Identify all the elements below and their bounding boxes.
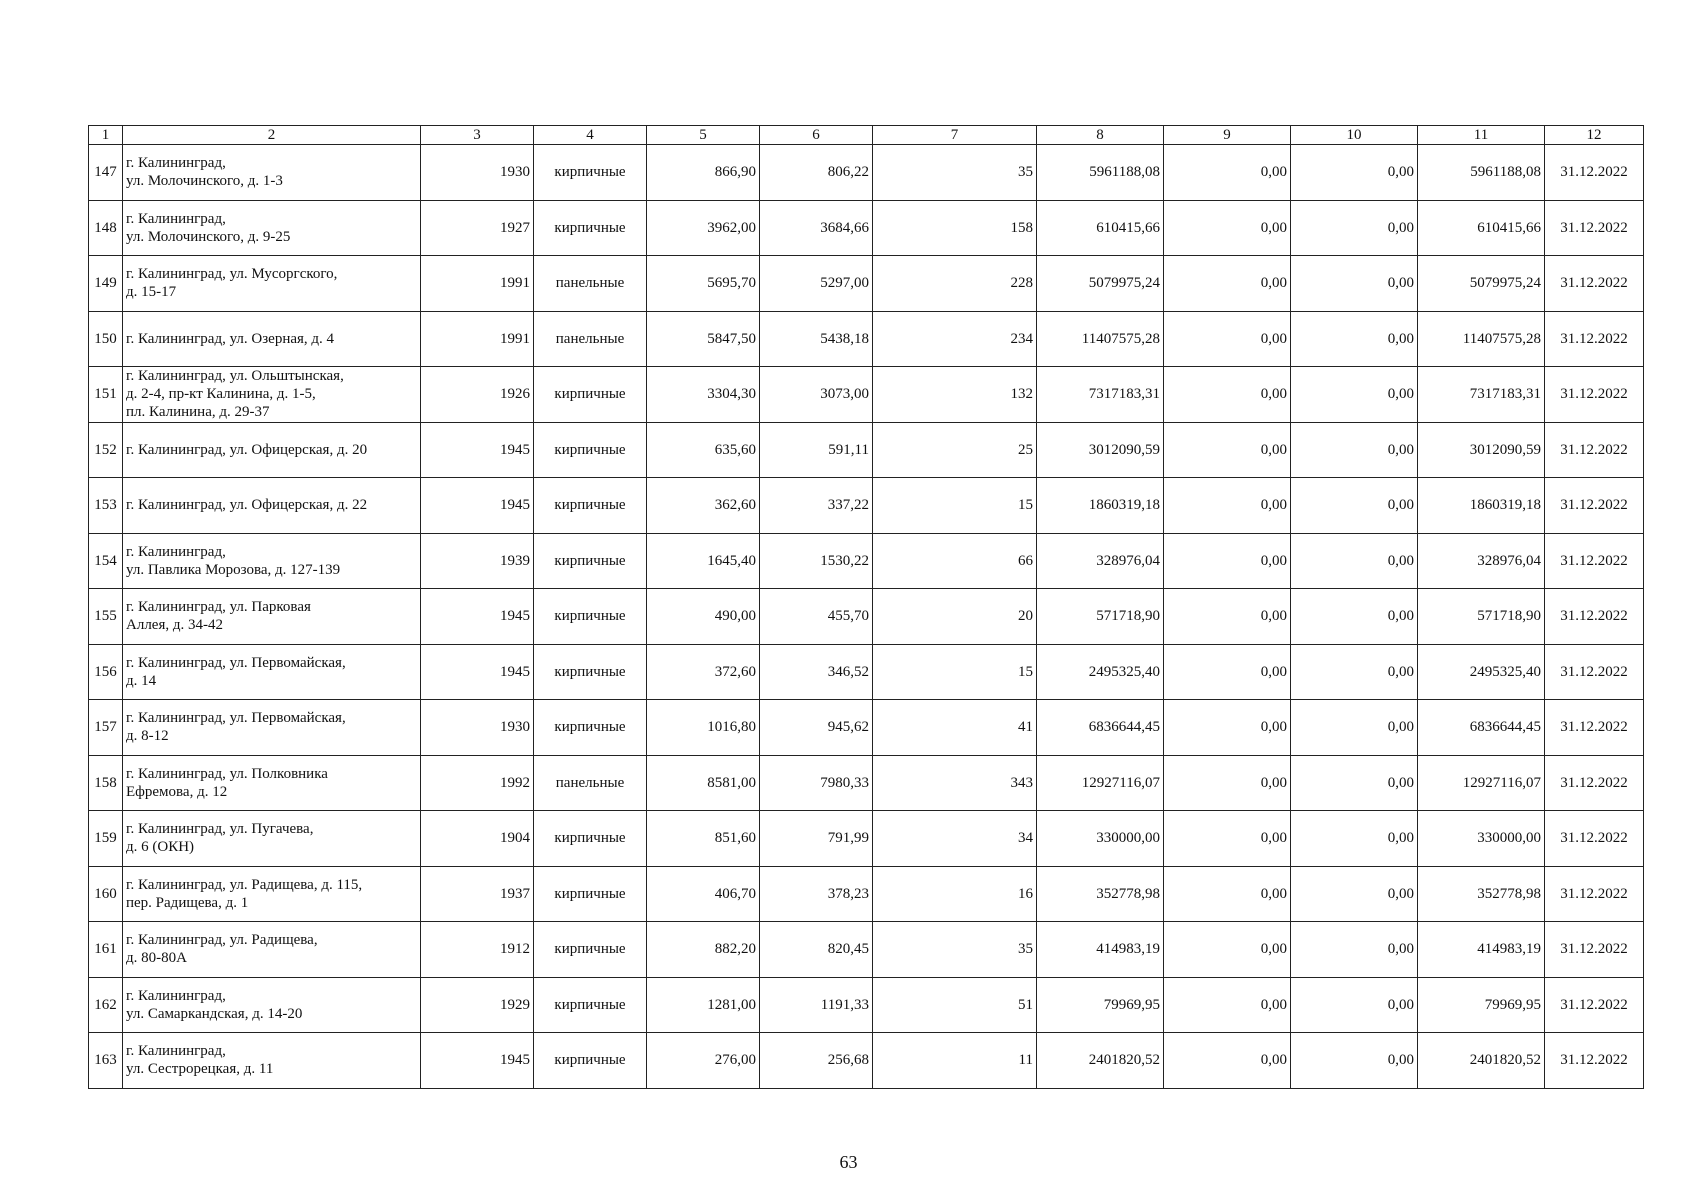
value-cell-8: 7317183,31 (1037, 367, 1164, 423)
address-cell (123, 755, 421, 811)
column-header: 12 (1545, 126, 1644, 145)
address-line: ул. Самаркандская, д. 14-20 (126, 1005, 303, 1022)
year-cell: 1930 (421, 700, 534, 756)
address-line: д. 15-17 (126, 284, 177, 301)
year-cell: 1939 (421, 533, 534, 589)
value-cell-5: 406,70 (647, 866, 760, 922)
value-cell-8: 11407575,28 (1037, 311, 1164, 367)
value-cell-10: 0,00 (1291, 311, 1418, 367)
table-row (89, 922, 1644, 978)
date-cell: 31.12.2022 (1545, 200, 1644, 256)
row-number-cell: 157 (89, 700, 123, 756)
value-cell-11: 5079975,24 (1418, 256, 1545, 312)
column-header: 3 (421, 126, 534, 145)
address-line: д. 80-80А (126, 950, 187, 967)
wall-material-cell: панельные (534, 256, 647, 312)
table-row (89, 1033, 1644, 1089)
column-header: 8 (1037, 126, 1164, 145)
row-number-cell: 152 (89, 422, 123, 478)
wall-material-cell: кирпичные (534, 700, 647, 756)
address-line: г. Калининград, (126, 987, 226, 1004)
year-cell: 1927 (421, 200, 534, 256)
row-number-cell: 150 (89, 311, 123, 367)
value-cell-7: 15 (873, 644, 1037, 700)
value-cell-9: 0,00 (1164, 755, 1291, 811)
year-cell: 1945 (421, 422, 534, 478)
value-cell-7: 228 (873, 256, 1037, 312)
address-cell (123, 1033, 421, 1089)
value-cell-11: 352778,98 (1418, 866, 1545, 922)
value-cell-9: 0,00 (1164, 478, 1291, 534)
date-cell: 31.12.2022 (1545, 755, 1644, 811)
date-cell: 31.12.2022 (1545, 422, 1644, 478)
value-cell-10: 0,00 (1291, 977, 1418, 1033)
value-cell-10: 0,00 (1291, 533, 1418, 589)
address-line: г. Калининград, (126, 1043, 226, 1060)
value-cell-7: 41 (873, 700, 1037, 756)
address-line: г. Калининград, ул. Пугачева, (126, 821, 314, 838)
year-cell: 1945 (421, 1033, 534, 1089)
address-line: д. 6 (ОКН) (126, 839, 195, 856)
year-cell: 1945 (421, 644, 534, 700)
value-cell-10: 0,00 (1291, 811, 1418, 867)
wall-material-cell: кирпичные (534, 589, 647, 645)
value-cell-8: 5961188,08 (1037, 145, 1164, 201)
value-cell-6: 337,22 (760, 478, 873, 534)
value-cell-5: 1281,00 (647, 977, 760, 1033)
value-cell-10: 0,00 (1291, 478, 1418, 534)
value-cell-9: 0,00 (1164, 644, 1291, 700)
address-cell (123, 977, 421, 1033)
value-cell-11: 11407575,28 (1418, 311, 1545, 367)
address-line: ул. Сестрорецкая, д. 11 (126, 1061, 274, 1078)
value-cell-6: 820,45 (760, 922, 873, 978)
wall-material-cell: кирпичные (534, 145, 647, 201)
wall-material-cell: кирпичные (534, 478, 647, 534)
value-cell-5: 635,60 (647, 422, 760, 478)
value-cell-5: 8581,00 (647, 755, 760, 811)
table-row (89, 755, 1644, 811)
value-cell-9: 0,00 (1164, 811, 1291, 867)
table-row (89, 700, 1644, 756)
table-row (89, 866, 1644, 922)
value-cell-7: 35 (873, 922, 1037, 978)
table-body (89, 145, 1644, 1089)
table-row (89, 977, 1644, 1033)
wall-material-cell: панельные (534, 311, 647, 367)
date-cell: 31.12.2022 (1545, 977, 1644, 1033)
row-number-cell: 158 (89, 755, 123, 811)
row-number-cell: 156 (89, 644, 123, 700)
value-cell-9: 0,00 (1164, 589, 1291, 645)
table-row (89, 811, 1644, 867)
date-cell: 31.12.2022 (1545, 367, 1644, 423)
address-cell (123, 422, 421, 478)
address-cell (123, 256, 421, 312)
address-line: пер. Радищева, д. 1 (126, 894, 249, 911)
value-cell-10: 0,00 (1291, 644, 1418, 700)
value-cell-10: 0,00 (1291, 145, 1418, 201)
value-cell-7: 34 (873, 811, 1037, 867)
row-number-cell: 147 (89, 145, 123, 201)
value-cell-11: 328976,04 (1418, 533, 1545, 589)
date-cell: 31.12.2022 (1545, 1033, 1644, 1089)
value-cell-7: 158 (873, 200, 1037, 256)
table-row (89, 644, 1644, 700)
wall-material-cell: кирпичные (534, 367, 647, 423)
value-cell-6: 455,70 (760, 589, 873, 645)
wall-material-cell: кирпичные (534, 644, 647, 700)
address-line: г. Калининград, (126, 543, 226, 560)
date-cell: 31.12.2022 (1545, 700, 1644, 756)
value-cell-8: 330000,00 (1037, 811, 1164, 867)
date-cell: 31.12.2022 (1545, 811, 1644, 867)
value-cell-7: 132 (873, 367, 1037, 423)
value-cell-9: 0,00 (1164, 311, 1291, 367)
year-cell: 1926 (421, 367, 534, 423)
value-cell-8: 610415,66 (1037, 200, 1164, 256)
value-cell-5: 362,60 (647, 478, 760, 534)
value-cell-7: 66 (873, 533, 1037, 589)
table-header (89, 126, 1644, 145)
row-number-cell: 160 (89, 866, 123, 922)
row-number-cell: 149 (89, 256, 123, 312)
year-cell: 1930 (421, 145, 534, 201)
value-cell-6: 791,99 (760, 811, 873, 867)
value-cell-10: 0,00 (1291, 200, 1418, 256)
year-cell: 1945 (421, 478, 534, 534)
value-cell-11: 3012090,59 (1418, 422, 1545, 478)
value-cell-8: 352778,98 (1037, 866, 1164, 922)
value-cell-9: 0,00 (1164, 533, 1291, 589)
address-line: ул. Молочинского, д. 1-3 (126, 173, 283, 190)
value-cell-5: 490,00 (647, 589, 760, 645)
row-number-cell: 161 (89, 922, 123, 978)
address-line: д. 14 (126, 672, 157, 689)
value-cell-10: 0,00 (1291, 755, 1418, 811)
table-row (89, 200, 1644, 256)
address-line: г. Калининград, ул. Озерная, д. 4 (126, 330, 335, 347)
value-cell-9: 0,00 (1164, 866, 1291, 922)
value-cell-5: 882,20 (647, 922, 760, 978)
date-cell: 31.12.2022 (1545, 589, 1644, 645)
value-cell-10: 0,00 (1291, 589, 1418, 645)
value-cell-10: 0,00 (1291, 367, 1418, 423)
address-line: Аллея, д. 34-42 (126, 617, 223, 634)
address-line: д. 8-12 (126, 728, 169, 745)
address-line: г. Калининград, ул. Первомайская, (126, 710, 346, 727)
value-cell-6: 3073,00 (760, 367, 873, 423)
year-cell: 1929 (421, 977, 534, 1033)
value-cell-5: 3962,00 (647, 200, 760, 256)
value-cell-10: 0,00 (1291, 422, 1418, 478)
date-cell: 31.12.2022 (1545, 256, 1644, 312)
value-cell-11: 330000,00 (1418, 811, 1545, 867)
value-cell-9: 0,00 (1164, 200, 1291, 256)
value-cell-6: 346,52 (760, 644, 873, 700)
value-cell-9: 0,00 (1164, 256, 1291, 312)
column-header: 9 (1164, 126, 1291, 145)
wall-material-cell: кирпичные (534, 533, 647, 589)
value-cell-11: 2401820,52 (1418, 1033, 1545, 1089)
column-header: 7 (873, 126, 1037, 145)
table-row (89, 478, 1644, 534)
row-number-cell: 155 (89, 589, 123, 645)
value-cell-6: 945,62 (760, 700, 873, 756)
date-cell: 31.12.2022 (1545, 478, 1644, 534)
address-cell (123, 866, 421, 922)
value-cell-7: 11 (873, 1033, 1037, 1089)
year-cell: 1904 (421, 811, 534, 867)
address-cell (123, 145, 421, 201)
value-cell-9: 0,00 (1164, 422, 1291, 478)
value-cell-9: 0,00 (1164, 1033, 1291, 1089)
address-cell (123, 478, 421, 534)
wall-material-cell: кирпичные (534, 977, 647, 1033)
table-row (89, 367, 1644, 423)
value-cell-5: 1645,40 (647, 533, 760, 589)
value-cell-8: 2495325,40 (1037, 644, 1164, 700)
value-cell-6: 3684,66 (760, 200, 873, 256)
value-cell-5: 5847,50 (647, 311, 760, 367)
value-cell-7: 25 (873, 422, 1037, 478)
year-cell: 1912 (421, 922, 534, 978)
value-cell-10: 0,00 (1291, 1033, 1418, 1089)
value-cell-6: 806,22 (760, 145, 873, 201)
value-cell-8: 12927116,07 (1037, 755, 1164, 811)
value-cell-7: 15 (873, 478, 1037, 534)
row-number-cell: 148 (89, 200, 123, 256)
date-cell: 31.12.2022 (1545, 311, 1644, 367)
address-cell (123, 700, 421, 756)
value-cell-8: 3012090,59 (1037, 422, 1164, 478)
value-cell-11: 6836644,45 (1418, 700, 1545, 756)
address-cell (123, 311, 421, 367)
value-cell-11: 1860319,18 (1418, 478, 1545, 534)
value-cell-5: 1016,80 (647, 700, 760, 756)
row-number-cell: 162 (89, 977, 123, 1033)
date-cell: 31.12.2022 (1545, 866, 1644, 922)
value-cell-5: 372,60 (647, 644, 760, 700)
value-cell-6: 5438,18 (760, 311, 873, 367)
value-cell-5: 866,90 (647, 145, 760, 201)
date-cell: 31.12.2022 (1545, 533, 1644, 589)
column-header: 2 (123, 126, 421, 145)
year-cell: 1992 (421, 755, 534, 811)
value-cell-7: 35 (873, 145, 1037, 201)
value-cell-8: 79969,95 (1037, 977, 1164, 1033)
date-cell: 31.12.2022 (1545, 644, 1644, 700)
value-cell-11: 7317183,31 (1418, 367, 1545, 423)
table-row (89, 422, 1644, 478)
wall-material-cell: кирпичные (534, 1033, 647, 1089)
address-line: г. Калининград, ул. Радищева, (126, 932, 318, 949)
value-cell-5: 276,00 (647, 1033, 760, 1089)
address-line: г. Калининград, ул. Радищева, д. 115, (126, 876, 363, 893)
column-header: 5 (647, 126, 760, 145)
value-cell-8: 571718,90 (1037, 589, 1164, 645)
column-header: 4 (534, 126, 647, 145)
value-cell-11: 610415,66 (1418, 200, 1545, 256)
wall-material-cell: кирпичные (534, 866, 647, 922)
address-cell (123, 811, 421, 867)
value-cell-5: 851,60 (647, 811, 760, 867)
value-cell-10: 0,00 (1291, 866, 1418, 922)
year-cell: 1945 (421, 589, 534, 645)
table-row (89, 145, 1644, 201)
column-header: 6 (760, 126, 873, 145)
address-cell (123, 589, 421, 645)
value-cell-11: 571718,90 (1418, 589, 1545, 645)
address-cell (123, 533, 421, 589)
address-line: г. Калининград, ул. Полковника (126, 765, 328, 782)
column-header: 11 (1418, 126, 1545, 145)
value-cell-6: 1530,22 (760, 533, 873, 589)
address-line: г. Калининград, (126, 155, 226, 172)
value-cell-6: 1191,33 (760, 977, 873, 1033)
value-cell-10: 0,00 (1291, 922, 1418, 978)
value-cell-5: 5695,70 (647, 256, 760, 312)
value-cell-7: 20 (873, 589, 1037, 645)
row-number-cell: 154 (89, 533, 123, 589)
value-cell-6: 256,68 (760, 1033, 873, 1089)
address-line: д. 2-4, пр-кт Калинина, д. 1-5, (126, 386, 316, 403)
value-cell-8: 414983,19 (1037, 922, 1164, 978)
housing-table (88, 125, 1644, 1089)
table-row (89, 311, 1644, 367)
address-cell (123, 367, 421, 423)
value-cell-7: 51 (873, 977, 1037, 1033)
value-cell-9: 0,00 (1164, 700, 1291, 756)
value-cell-11: 12927116,07 (1418, 755, 1545, 811)
wall-material-cell: панельные (534, 755, 647, 811)
value-cell-5: 3304,30 (647, 367, 760, 423)
wall-material-cell: кирпичные (534, 922, 647, 978)
value-cell-7: 234 (873, 311, 1037, 367)
value-cell-8: 2401820,52 (1037, 1033, 1164, 1089)
wall-material-cell: кирпичные (534, 422, 647, 478)
year-cell: 1991 (421, 311, 534, 367)
table-row (89, 256, 1644, 312)
address-cell (123, 922, 421, 978)
value-cell-7: 343 (873, 755, 1037, 811)
value-cell-6: 7980,33 (760, 755, 873, 811)
address-line: г. Калининград, ул. Мусоргского, (126, 266, 338, 283)
value-cell-8: 328976,04 (1037, 533, 1164, 589)
address-line: Ефремова, д. 12 (126, 783, 228, 800)
address-line: ул. Павлика Морозова, д. 127-139 (126, 561, 341, 578)
wall-material-cell: кирпичные (534, 200, 647, 256)
value-cell-9: 0,00 (1164, 145, 1291, 201)
wall-material-cell: кирпичные (534, 811, 647, 867)
address-cell (123, 200, 421, 256)
date-cell: 31.12.2022 (1545, 922, 1644, 978)
value-cell-10: 0,00 (1291, 256, 1418, 312)
value-cell-8: 5079975,24 (1037, 256, 1164, 312)
address-line: г. Калининград, ул. Ольштынская, (126, 368, 344, 385)
column-header: 10 (1291, 126, 1418, 145)
date-cell: 31.12.2022 (1545, 145, 1644, 201)
page-number: 63 (839, 1152, 858, 1172)
year-cell: 1937 (421, 866, 534, 922)
column-number-row (89, 126, 1644, 145)
value-cell-8: 6836644,45 (1037, 700, 1164, 756)
value-cell-11: 2495325,40 (1418, 644, 1545, 700)
value-cell-7: 16 (873, 866, 1037, 922)
address-line: г. Калининград, ул. Офицерская, д. 22 (126, 497, 368, 514)
row-number-cell: 151 (89, 367, 123, 423)
column-header: 1 (89, 126, 123, 145)
value-cell-6: 378,23 (760, 866, 873, 922)
value-cell-11: 414983,19 (1418, 922, 1545, 978)
value-cell-11: 5961188,08 (1418, 145, 1545, 201)
table-row (89, 533, 1644, 589)
year-cell: 1991 (421, 256, 534, 312)
address-line: г. Калининград, ул. Офицерская, д. 20 (126, 441, 368, 458)
value-cell-9: 0,00 (1164, 977, 1291, 1033)
address-line: г. Калининград, ул. Парковая (126, 599, 311, 616)
address-line: ул. Молочинского, д. 9-25 (126, 228, 291, 245)
value-cell-10: 0,00 (1291, 700, 1418, 756)
address-line: г. Калининград, (126, 210, 226, 227)
value-cell-11: 79969,95 (1418, 977, 1545, 1033)
value-cell-6: 5297,00 (760, 256, 873, 312)
value-cell-9: 0,00 (1164, 367, 1291, 423)
value-cell-6: 591,11 (760, 422, 873, 478)
row-number-cell: 159 (89, 811, 123, 867)
address-cell (123, 644, 421, 700)
value-cell-8: 1860319,18 (1037, 478, 1164, 534)
value-cell-9: 0,00 (1164, 922, 1291, 978)
row-number-cell: 163 (89, 1033, 123, 1089)
address-line: г. Калининград, ул. Первомайская, (126, 654, 346, 671)
address-line: пл. Калинина, д. 29-37 (126, 404, 270, 421)
row-number-cell: 153 (89, 478, 123, 534)
table-row (89, 589, 1644, 645)
